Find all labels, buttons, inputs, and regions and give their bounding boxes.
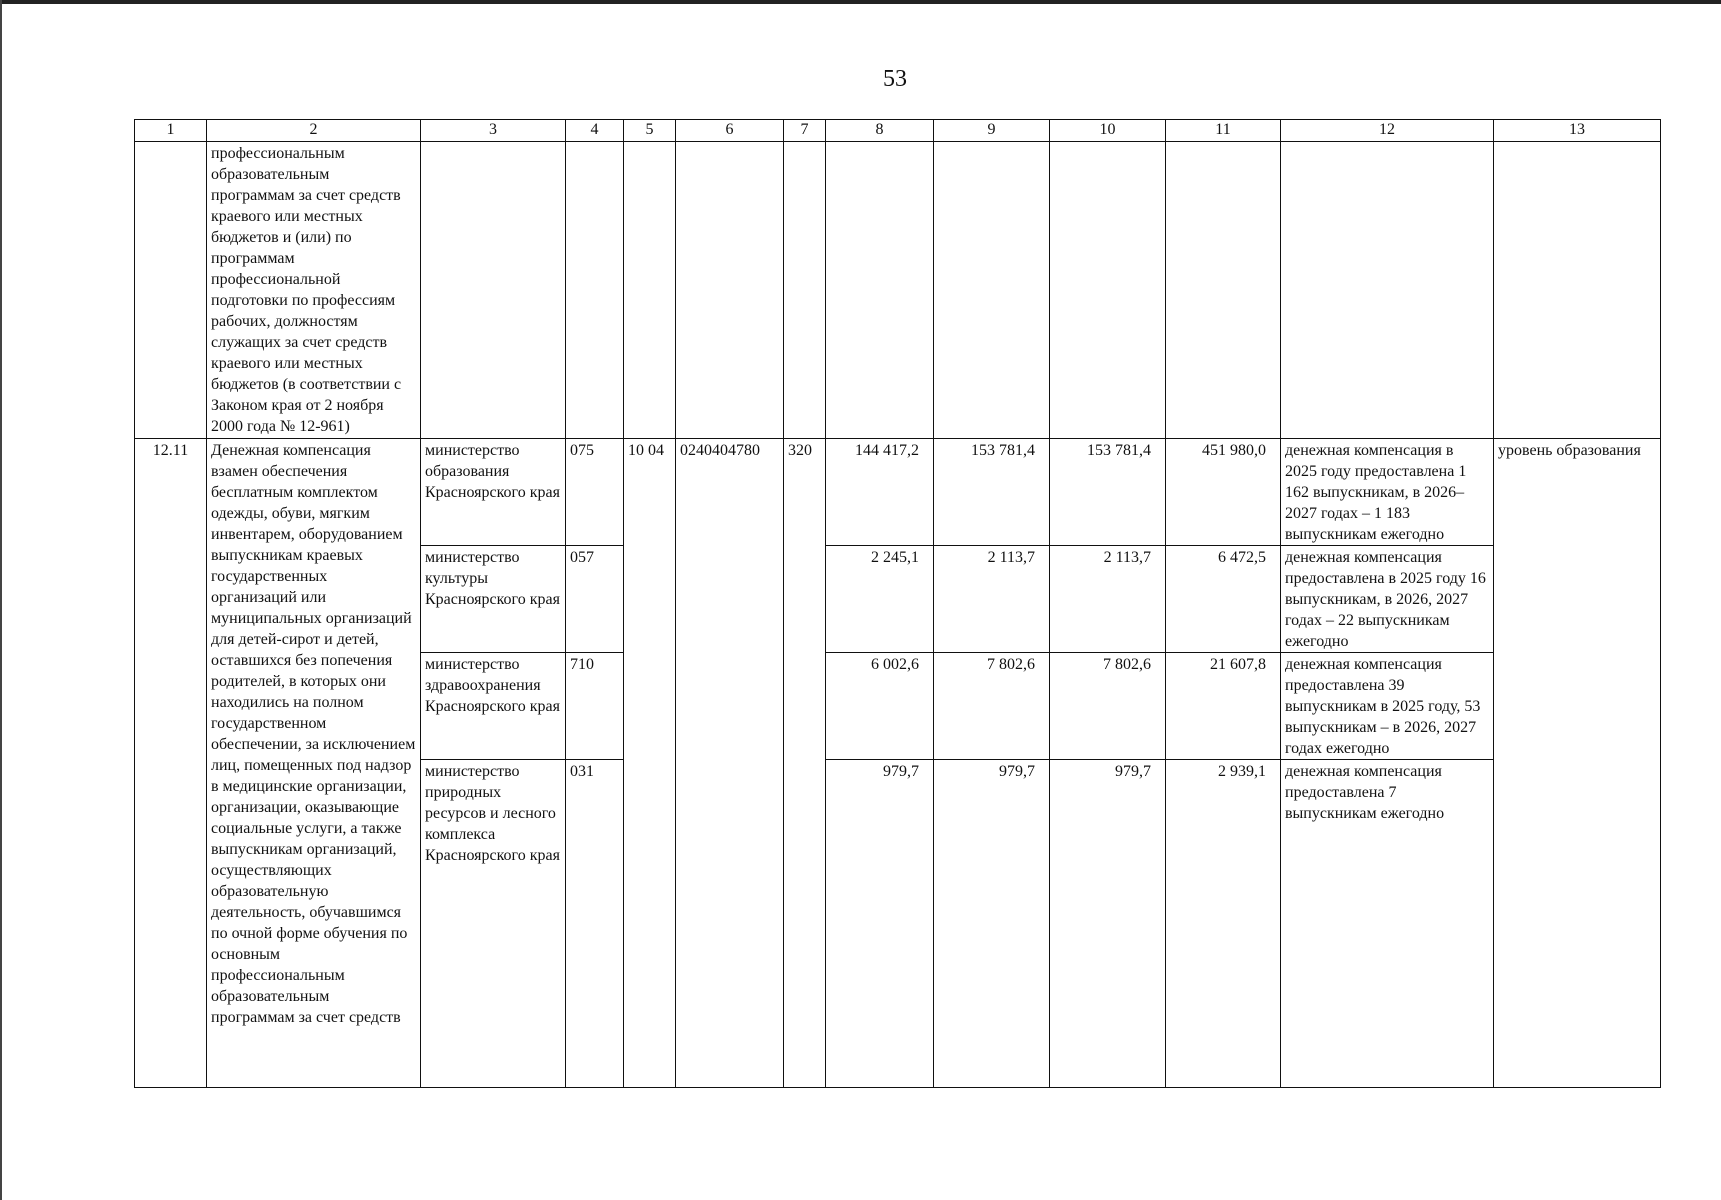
continuation-text: профессиональным образовательным программам за счет средств краевого или местных бюджетов и (или) по программам профессиональной подготовки по профессиям рабочих, должностям служащих за счет средств краевого или местных бюджетов (в соответствии с Законом края от 2 ноября 2000 года № 12-961) <box>207 142 421 439</box>
cell-empty <box>826 142 934 439</box>
continuation-row <box>135 142 1661 439</box>
program-table <box>134 119 1661 1088</box>
expected-result: денежная компенсация в 2025 году предоставлена 1 162 выпускникам, в 2026–2027 годах – 1 183 выпускникам ежегодно <box>1281 439 1494 546</box>
cell-empty <box>566 142 624 439</box>
amount-2026: 2 113,7 <box>934 546 1050 653</box>
cell-empty <box>1166 142 1281 439</box>
amount-total: 21 607,8 <box>1166 653 1281 760</box>
executor: министерство образования Красноярского края <box>421 439 566 546</box>
amount-2027: 153 781,4 <box>1050 439 1166 546</box>
scan-border-top <box>0 0 1721 4</box>
cell-empty <box>1494 142 1661 439</box>
column-header: 2 <box>207 120 421 142</box>
indicator: уровень образования <box>1494 439 1661 1088</box>
amount-2025: 144 417,2 <box>826 439 934 546</box>
expected-result: денежная компенсация предоставлена в 2025 году 16 выпускникам, в 2026, 2027 годах – 22 выпускникам ежегодно <box>1281 546 1494 653</box>
amount-2027: 979,7 <box>1050 760 1166 1088</box>
column-header: 6 <box>676 120 784 142</box>
budget-code: 710 <box>566 653 624 760</box>
column-header: 11 <box>1166 120 1281 142</box>
cell-empty <box>784 142 826 439</box>
cell-empty <box>421 142 566 439</box>
cell-empty <box>1281 142 1494 439</box>
cell-empty <box>676 142 784 439</box>
executor: министерство природных ресурсов и лесного комплекса Красноярского края <box>421 760 566 1088</box>
expected-result: денежная компенсация предоставлена 39 выпускникам в 2025 году, 53 выпускникам – в 2026, 2027 годах ежегодно <box>1281 653 1494 760</box>
column-header: 5 <box>624 120 676 142</box>
amount-2026: 153 781,4 <box>934 439 1050 546</box>
table-row <box>135 439 1661 546</box>
column-header: 4 <box>566 120 624 142</box>
item-number: 12.11 <box>135 439 207 1088</box>
budget-code: 057 <box>566 546 624 653</box>
executor: министерство культуры Красноярского края <box>421 546 566 653</box>
amount-2026: 7 802,6 <box>934 653 1050 760</box>
amount-total: 451 980,0 <box>1166 439 1281 546</box>
amount-2025: 979,7 <box>826 760 934 1088</box>
column-header: 12 <box>1281 120 1494 142</box>
expense-type: 320 <box>784 439 826 1088</box>
amount-total: 2 939,1 <box>1166 760 1281 1088</box>
cell-empty <box>135 142 207 439</box>
amount-2025: 2 245,1 <box>826 546 934 653</box>
budget-code: 031 <box>566 760 624 1088</box>
column-header: 3 <box>421 120 566 142</box>
column-header: 7 <box>784 120 826 142</box>
section-code: 10 04 <box>624 439 676 1088</box>
column-header: 13 <box>1494 120 1661 142</box>
cell-empty <box>934 142 1050 439</box>
expected-result: денежная компенсация предоставлена 7 выпускникам ежегодно <box>1281 760 1494 1088</box>
amount-total: 6 472,5 <box>1166 546 1281 653</box>
column-header: 9 <box>934 120 1050 142</box>
amount-2027: 7 802,6 <box>1050 653 1166 760</box>
target-article: 0240404780 <box>676 439 784 1088</box>
column-header: 8 <box>826 120 934 142</box>
scan-border-left <box>0 0 2 1200</box>
executor: министерство здравоохранения Красноярского края <box>421 653 566 760</box>
amount-2026: 979,7 <box>934 760 1050 1088</box>
amount-2027: 2 113,7 <box>1050 546 1166 653</box>
cell-empty <box>1050 142 1166 439</box>
amount-2025: 6 002,6 <box>826 653 934 760</box>
page-number: 53 <box>883 66 907 92</box>
column-number-row <box>135 120 1661 142</box>
budget-code: 075 <box>566 439 624 546</box>
column-header: 1 <box>135 120 207 142</box>
item-name: Денежная компенсация взамен обеспечения бесплатным комплектом одежды, обуви, мягким инвентарем, оборудованием выпускникам краевых государственных организаций или муниципальных организаций для детей-сирот и детей, оставшихся без попечения родителей, в которых они находились на полном государственном обеспечении, за исключением лиц, помещенных под надзор в медицинские организации, организации, оказывающие социальные услуги, а также выпускникам организаций, осуществляющих образовательную деятельность, обучавшимся по очной форме обучения по основным профессиональным образовательным программам за счет средств <box>207 439 421 1088</box>
column-header: 10 <box>1050 120 1166 142</box>
cell-empty <box>624 142 676 439</box>
